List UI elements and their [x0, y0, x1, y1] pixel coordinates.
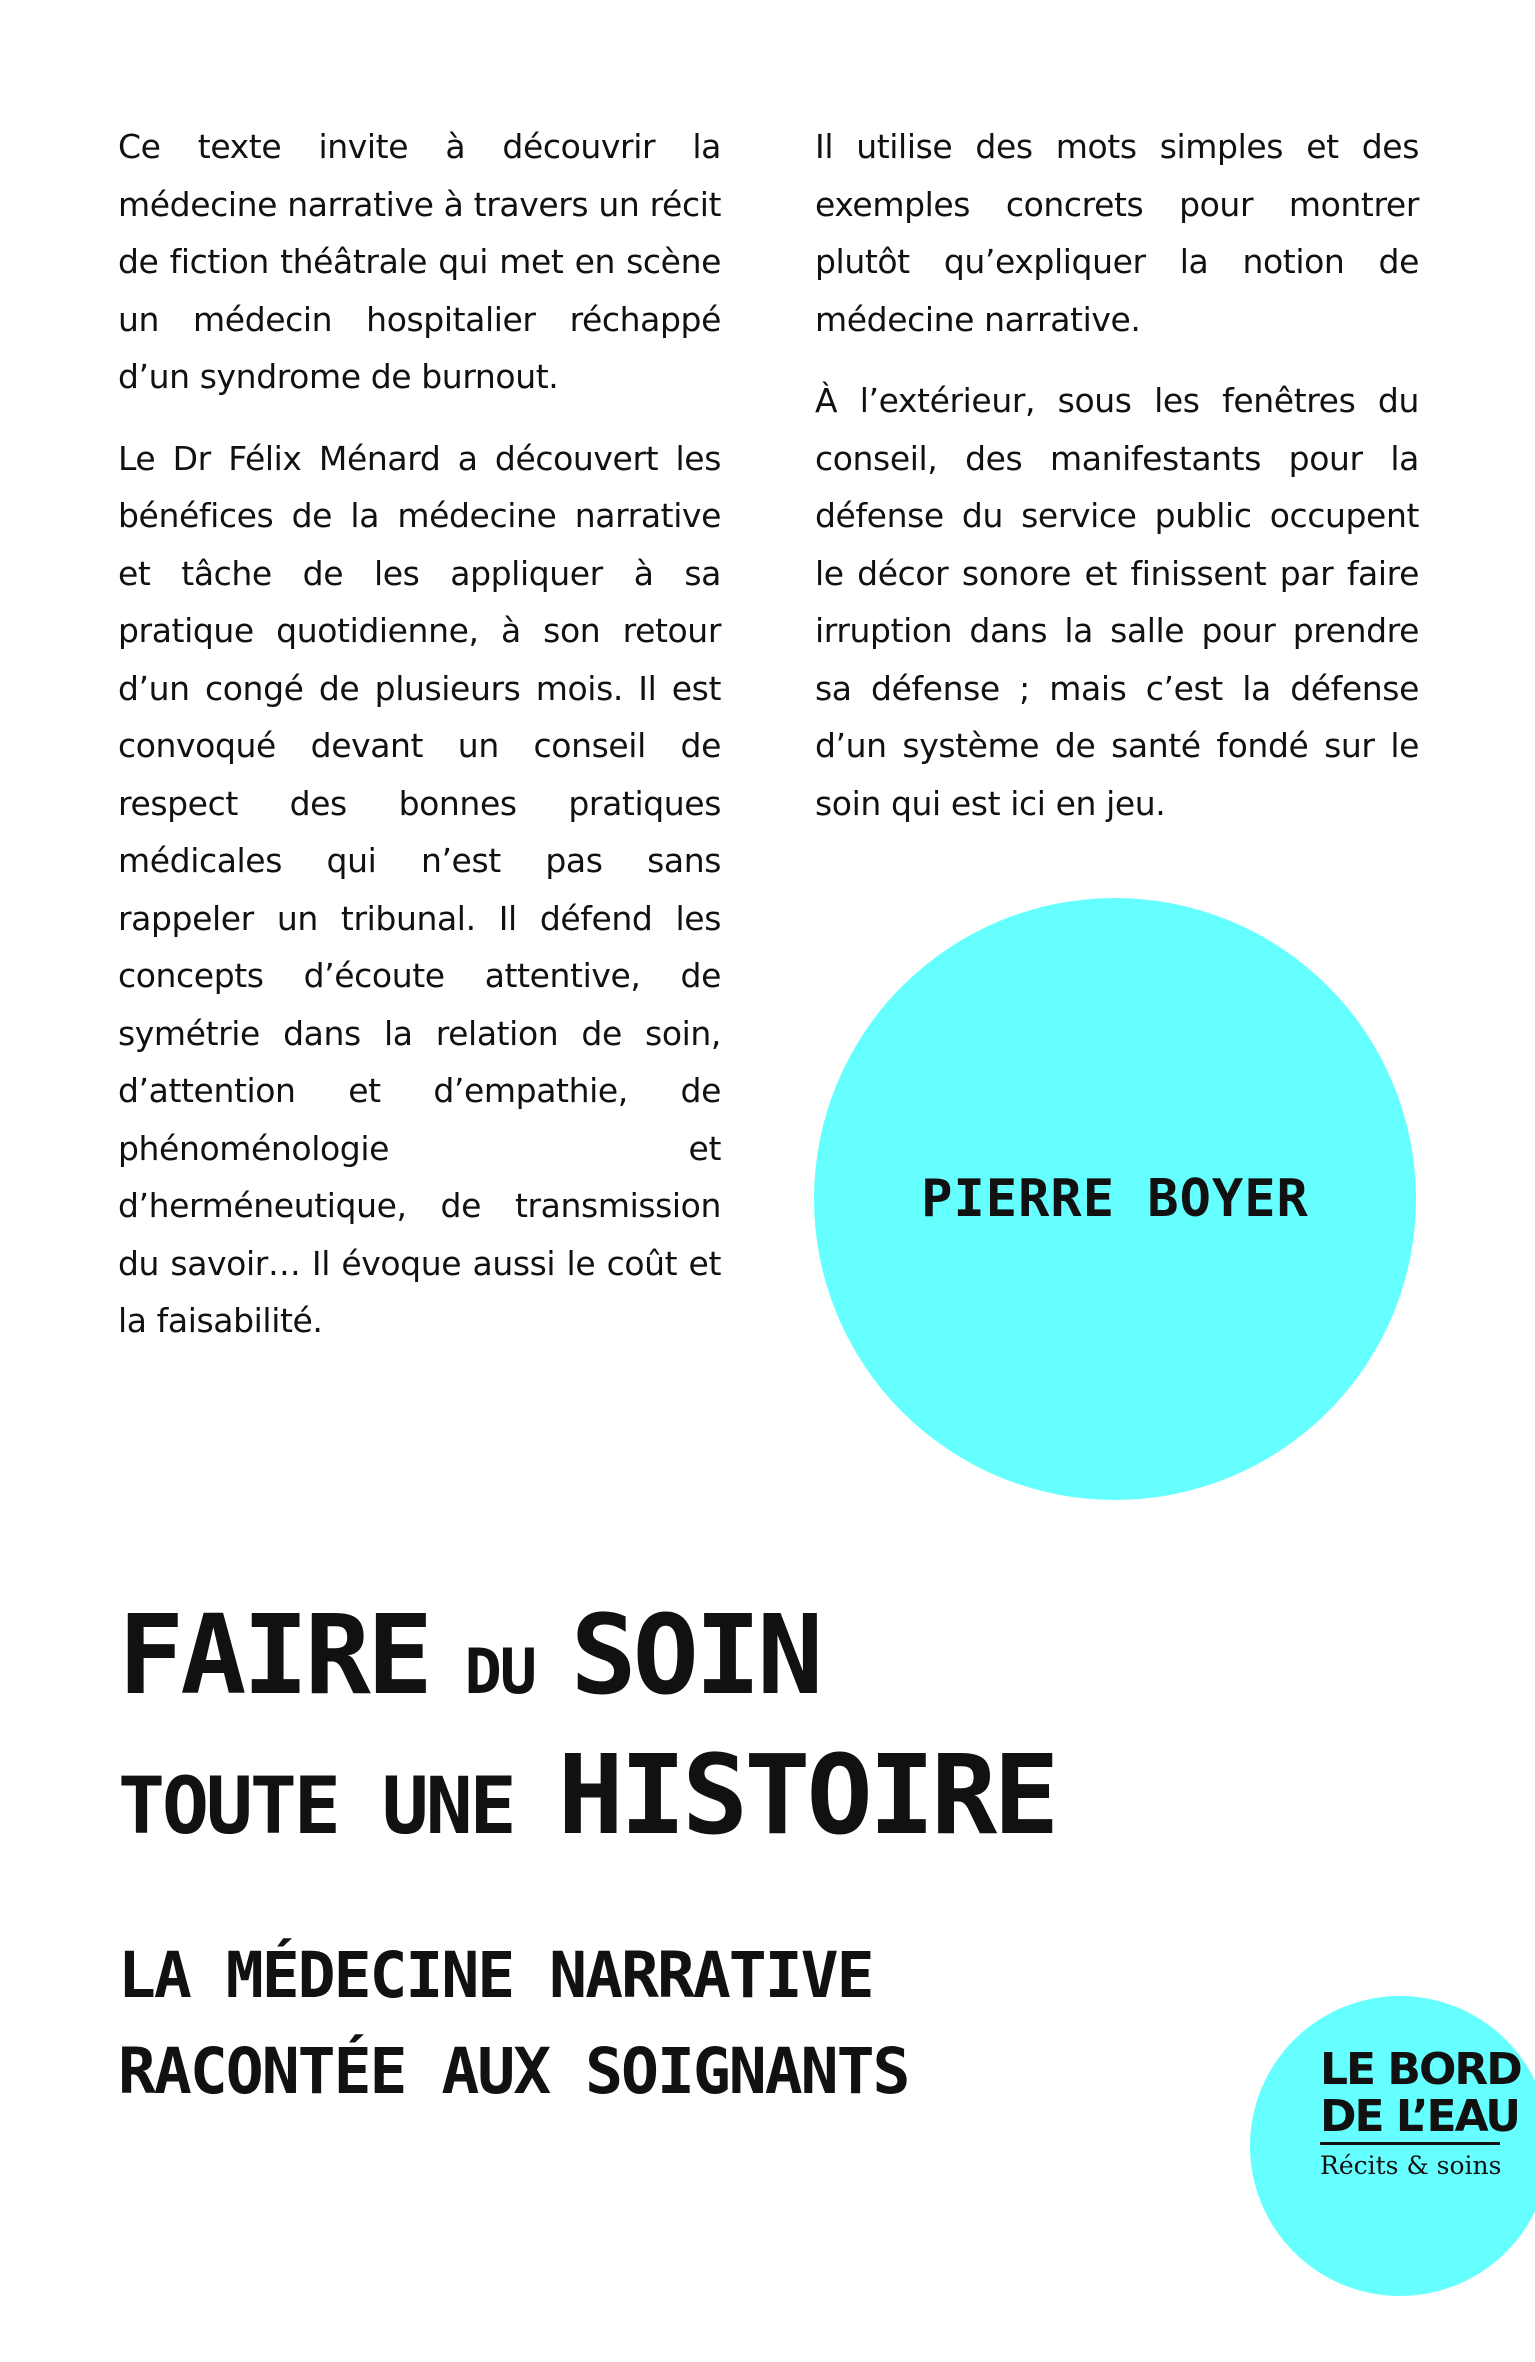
- publisher-name-line-2: DE L’EAU: [1320, 2091, 1520, 2142]
- title-line-1: [118, 1591, 820, 1719]
- publisher-logo: [1250, 1996, 1535, 2296]
- title-word: HISTOIRE: [557, 1731, 1056, 1859]
- subtitle-line-2: RACONTÉE AUX SOIGNANTS: [118, 2035, 909, 2108]
- title-spacer: [514, 1762, 558, 1852]
- author-circle: [814, 898, 1416, 1500]
- subtitle-line-1: LA MÉDECINE NARRATIVE: [118, 1939, 873, 2012]
- publisher-collection: Récits & soins: [1320, 2151, 1502, 2180]
- title-word: DU: [464, 1635, 536, 1708]
- title-line-2: [118, 1731, 1056, 1859]
- back-text-paragraph: Le Dr Félix Ménard a découvert les bénéfices de la médecine narrative et tâche de les appliquer à sa pratique quotidienne, à son retour d’un congé de plusieurs mois. Il est convoqué devant un conseil de respect des bonnes pratiques médicales qui n’est pas sans rappeler un tribunal. Il défend les concepts d’écoute attentive, de symétrie dans la relation de soin, d’attention et d’empathie, de phénoménologie et d’herméneutique, de transmission du savoir… Il évoque aussi le coût et la faisabilité.: [118, 438, 721, 1340]
- back-text-paragraph: Il utilise des mots simples et des exemples concrets pour montrer plutôt qu’expliquer la notion de médecine narrative.: [815, 127, 1419, 339]
- title-word: [429, 1635, 464, 1708]
- publisher-name: [1320, 2046, 1521, 2140]
- back-text-right-column: [815, 118, 1419, 856]
- title-word: TOUTE UNE: [118, 1762, 514, 1852]
- back-text-paragraph: À l’extérieur, sous les fenêtres du conseil, des manifestants pour la défense du service public occupent le décor sonore et finissent par faire irruption dans la salle pour prendre sa défense ; mais c’est la défense d’un système de santé fondé sur le soin qui est ici en jeu.: [815, 381, 1419, 823]
- title-spacer: [535, 1635, 570, 1708]
- title-word: FAIRE: [118, 1591, 430, 1719]
- back-text-paragraph: Ce texte invite à découvrir la médecine narrative à travers un récit de fiction théâtrale qui met en scène un médecin hospitalier réchappé d’un syndrome de burnout.: [118, 127, 721, 396]
- title-word: SOIN: [570, 1591, 820, 1719]
- publisher-divider: [1320, 2142, 1500, 2145]
- publisher-name-line-1: LE BORD: [1320, 2044, 1521, 2095]
- author-name: PIERRE BOYER: [921, 1169, 1309, 1229]
- back-text-left-column: [118, 118, 721, 1374]
- book-subtitle: [118, 1928, 908, 2120]
